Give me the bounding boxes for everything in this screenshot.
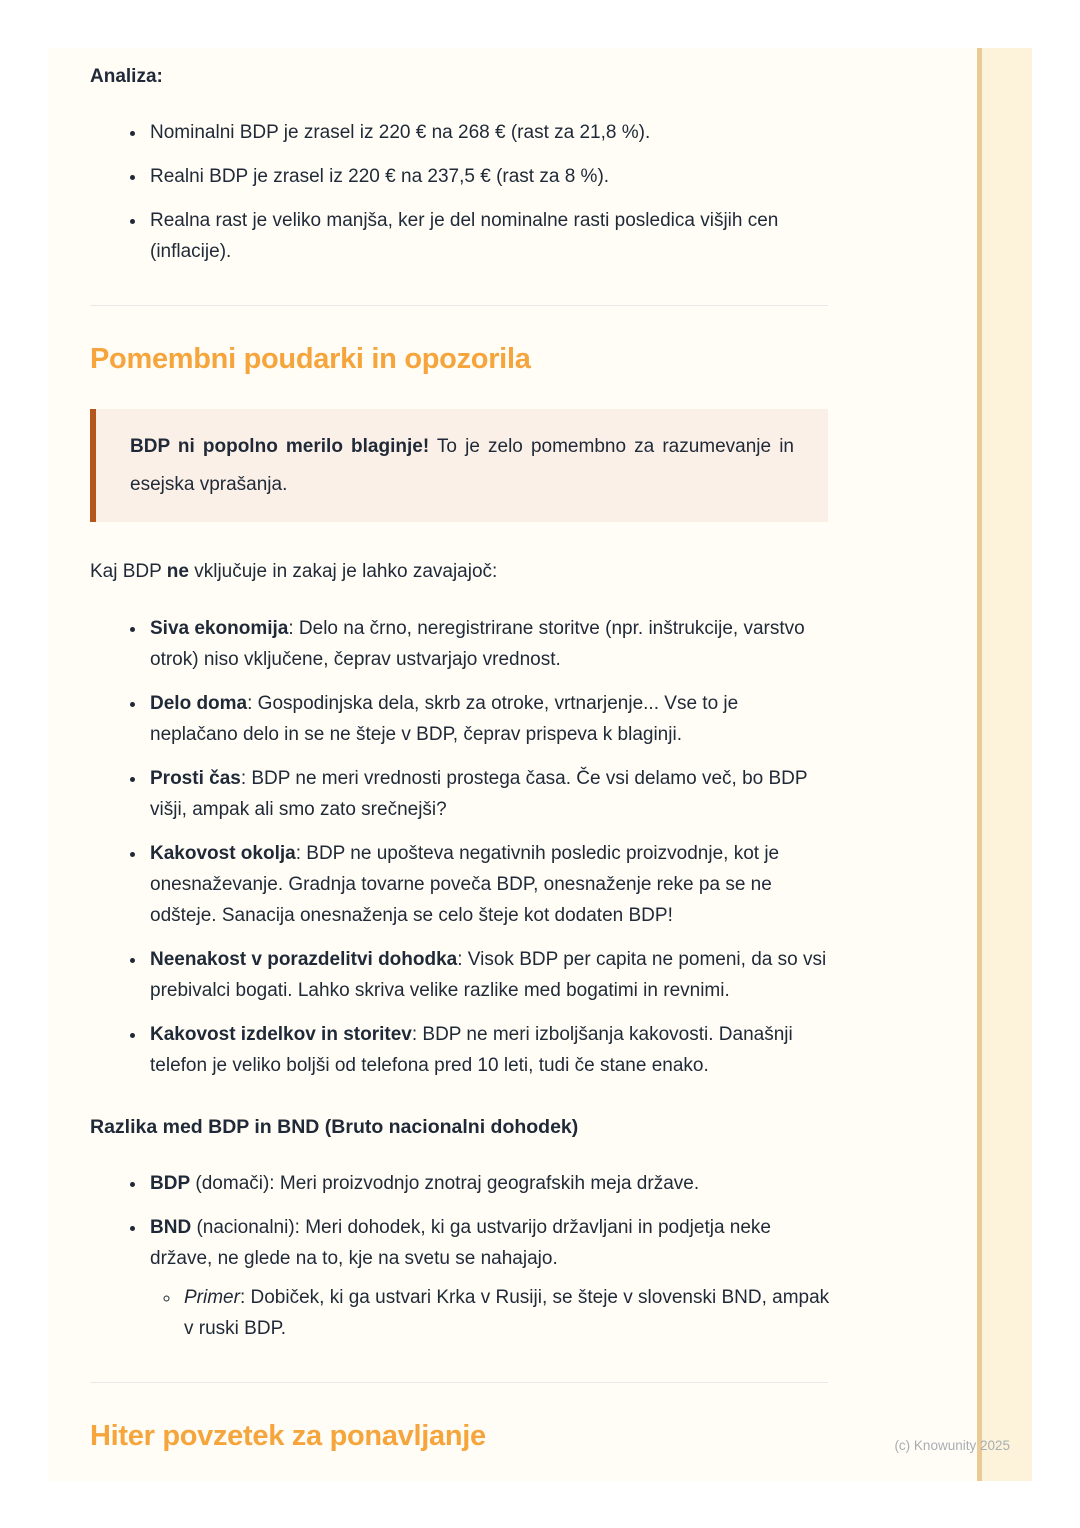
- page-edge-strip: [977, 48, 1032, 1481]
- list-item: [147, 838, 830, 931]
- list-item-text: : Delo na črno, neregistrirane storitve (npr. inštrukcije, varstvo otrok) niso vključene, čeprav ustvarjajo vrednost.: [150, 618, 805, 670]
- list-item-text: Realni BDP je zrasel iz 220 € na 237,5 € (rast za 8 %).: [150, 166, 610, 187]
- list-item-lead: Siva ekonomija: [150, 618, 289, 639]
- analysis-list: [90, 117, 830, 267]
- highlights-intro: Kaj BDP ne vključuje in zakaj je lahko zavajajoč:: [90, 561, 498, 582]
- list-item-lead: Kakovost okolja: [150, 843, 296, 864]
- callout-bold-text: BDP ni popolno merilo blaginje!: [130, 436, 430, 457]
- document-page: [48, 48, 1032, 1481]
- section-divider: [90, 305, 828, 306]
- list-item-text: (domači): Meri proizvodnjo znotraj geografskih meja države.: [190, 1173, 700, 1194]
- list-item: [147, 613, 830, 675]
- list-item-text: : BDP ne meri vrednosti prostega časa. Če vsi delamo več, bo BDP višji, ampak ali smo zato srečnejši?: [150, 768, 808, 820]
- list-item: [147, 1168, 830, 1199]
- callout-text: BDP ni popolno merilo blaginje! To je zelo pomembno za razumevanje in esejska vprašanja.: [130, 436, 794, 495]
- list-item-lead: Kakovost izdelkov in storitev: [150, 1024, 412, 1045]
- difference-heading: Razlika med BDP in BND (Bruto nacionalni dohodek): [90, 1116, 579, 1138]
- list-item: [147, 117, 830, 148]
- list-item: [147, 763, 830, 825]
- list-item: [147, 161, 830, 192]
- example-text: : Dobiček, ki ga ustvari Krka v Rusiji, se šteje v slovenski BND, ampak v ruski BDP.: [184, 1287, 830, 1339]
- example-sublist: [150, 1282, 830, 1344]
- list-item: [147, 944, 830, 1006]
- highlights-section-title: Pomembni poudarki in opozorila: [90, 343, 531, 375]
- sub-list-item: [181, 1282, 830, 1344]
- important-callout: [90, 409, 828, 522]
- list-item-lead: BDP: [150, 1173, 191, 1194]
- list-item-lead: Neenakost v porazdelitvi dohodka: [150, 949, 458, 970]
- list-item: [147, 688, 830, 750]
- copyright-note: (c) Knowunity 2025: [894, 1438, 1010, 1453]
- list-item-lead: Prosti čas: [150, 768, 241, 789]
- list-item-lead: BND: [150, 1217, 192, 1238]
- list-item-text: Realna rast je veliko manjša, ker je del nominalne rasti posledica višjih cen (inflacije).: [150, 210, 779, 262]
- list-item: [147, 205, 830, 267]
- list-item-text: : BDP ne upošteva negativnih posledic proizvodnje, kot je onesnaževanje. Gradnja tovarne poveča BDP, onesnaženje reke pa se ne odšteje. Sanacija onesnaženja se celo šteje kot dodaten BDP!: [150, 843, 780, 926]
- section-divider: [90, 1382, 828, 1383]
- list-item-text: : Gospodinjska dela, skrb za otroke, vrtnarjenje... Vse to je neplačano delo in se ne šteje v BDP, čeprav prispeva k blaginji.: [150, 693, 739, 745]
- list-item-text: : BDP ne meri izboljšanja kakovosti. Današnji telefon je veliko boljši od telefona pred 10 leti, tudi če stane enako.: [150, 1024, 793, 1076]
- list-item-text: Nominalni BDP je zrasel iz 220 € na 268 € (rast za 21,8 %).: [150, 122, 651, 143]
- analysis-heading: Analiza:: [90, 66, 163, 87]
- example-lead: Primer: [184, 1287, 240, 1308]
- list-item: [147, 1019, 830, 1081]
- list-item-text: (nacionalni): Meri dohodek, ki ga ustvarijo državljani in podjetja neke države, ne glede na to, kje na svetu se nahajajo.: [150, 1217, 771, 1269]
- difference-list: [90, 1168, 830, 1344]
- list-item: [147, 1212, 830, 1344]
- list-item-text: : Visok BDP per capita ne pomeni, da so vsi prebivalci bogati. Lahko skriva velike razlike med bogatimi in revnimi.: [150, 949, 827, 1001]
- summary-section-title: Hiter povzetek za ponavljanje: [90, 1420, 486, 1452]
- highlights-list: [90, 613, 830, 1081]
- page-content: [48, 48, 830, 1454]
- list-item-lead: Delo doma: [150, 693, 248, 714]
